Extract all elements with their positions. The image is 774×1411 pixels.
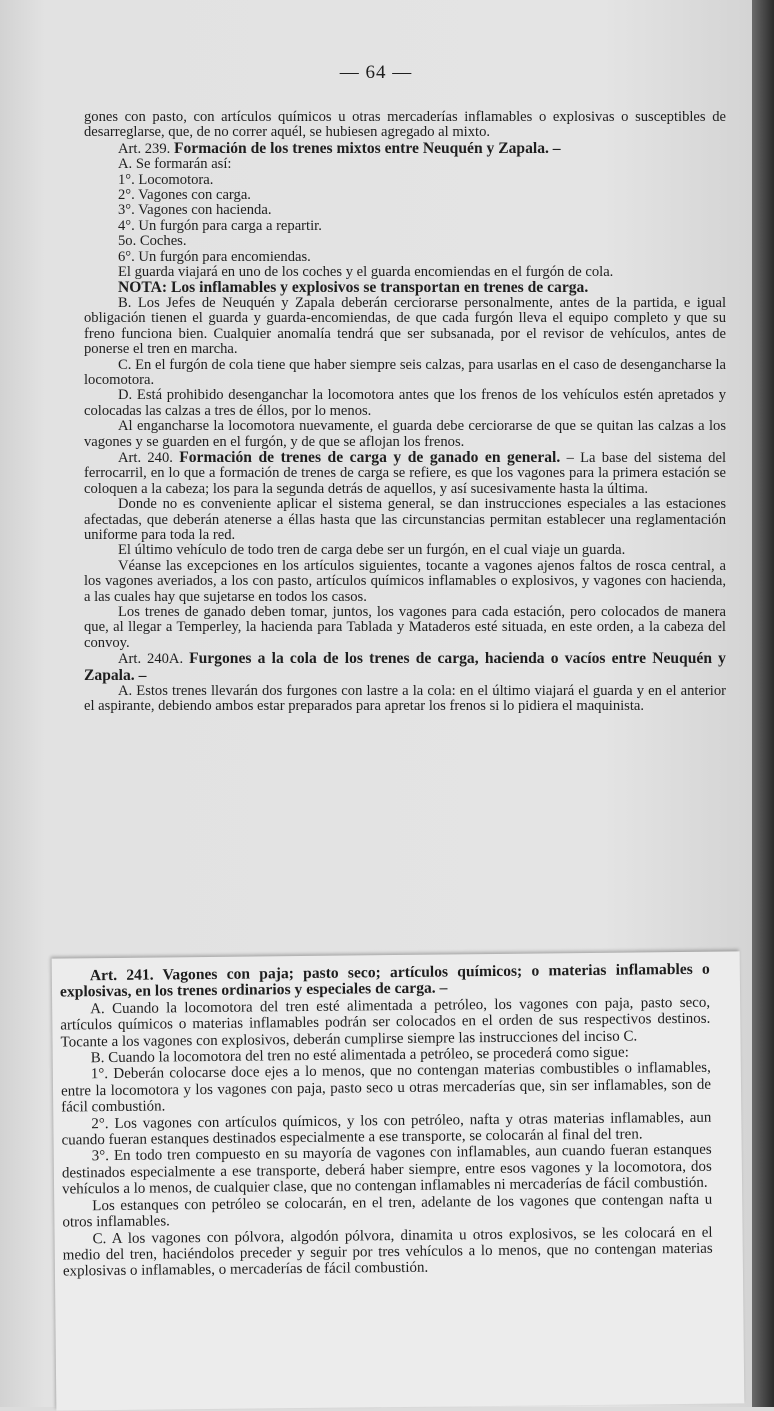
paragraph: Los estanques con petróleo se colocarán, en el tren, adelante de los vagones que contengan nafta u otros inflamables. [62, 1191, 713, 1231]
list-item: 4°. Un furgón para carga a repartir. [118, 217, 322, 234]
list-item: 3°. En todo tren compuesto en su mayoría de vagones con inflamables, aun cuando fueran estanques destinados especialmente a ese transporte, deberá haber siempre, entre esos vagones y la locomotora, dos vehículos a lo menos, de cualquier clase, que no contengan inflamables ni mercaderías de fácil combustión. [61, 1142, 712, 1198]
paragraph: El guarda viajará en uno de los coches y el guarda encomiendas en el furgón de cola. [118, 264, 614, 281]
article-240-body: – La base del sistema del ferrocarril, en lo que a formación de trenes de carga se refiere, es que los vagones para la primera estación se coloquen a la cabeza; los para la segunda detrás de aquellos, y así sucesivamente hasta la última. [84, 449, 726, 497]
paragraph: C. En el furgón de cola tiene que haber siempre seis calzas, para usarlas en el caso de desengancharse la locomotora. [84, 356, 726, 388]
list-item: 2°. Los vagones con artículos químicos, y los con petróleo, nafta y otras materias inflamables, aun cuando fueran estanques destinados especialmente a ese transporte, se colocarán al final del tren. [61, 1109, 712, 1149]
article-240a-title: Furgones a la cola de los trenes de carga, hacienda o vacíos entre Neuquén y Zapala. – [84, 650, 726, 684]
article-239-a: A. Se formarán así: [118, 156, 232, 173]
article-239-title: Formación de los trenes mixtos entre Neuquén y Zapala. – [173, 139, 561, 157]
list-item: 5o. Coches. [118, 233, 187, 250]
paragraph: B. Los Jefes de Neuquén y Zapala deberán cerciorarse personalmente, antes de la partida, e igual obligación tienen el guarda y guarda-encomiendas, de que cada furgón lleva el equipo completo y que su freno funciona bien. Cualquier anomalía tendrá que ser subsanada, por el revisor de vehículos, antes de ponerse el tren en marcha. [84, 294, 726, 358]
article-240a-number: Art. 240A. [118, 651, 184, 668]
list-item: 3°. Vagones con hacienda. [118, 202, 272, 219]
article-240a-heading [84, 651, 726, 684]
paragraph: Al engancharse la locomotora nuevamente, el guarda debe cerciorarse de que se quitan las calzas a los vagones y se guarden en el furgón, y de que se aflojan los frenos. [84, 418, 726, 450]
list-item: 1°. Locomotora. [118, 171, 214, 188]
clipping-text [60, 962, 713, 1281]
paragraph: A. Estos trenes llevarán dos furgones con lastre a la cola: en el último viajará el guarda y en el anterior el aspirante, debiendo ambos estar preparados para apretar los frenos si lo pidiera el maquinista. [84, 683, 726, 715]
article-240-title: Formación de trenes de carga y de ganado en general. [179, 448, 561, 466]
page-number: — 64 — [339, 62, 413, 83]
main-text-body [84, 110, 726, 715]
paragraph: Donde no es conveniente aplicar el sistema general, se dan instrucciones especiales a las estaciones afectadas, que deberán atenerse a éllas hasta que las circunstancias permitan establecer una reglamentación uniforme para toda la red. [84, 496, 726, 543]
list-item: 1°. Deberán colocarse doce ejes a lo menos, que no contengan materias combustibles o inflamables, entre la locomotora y los vagones con paja, pasto seco u otras mercaderías que, sin ser inflamables, son de fácil combustión. [60, 1060, 712, 1116]
list-item: 2°. Vagones con carga. [118, 187, 251, 204]
paragraph: C. A los vagones con pólvora, algodón pólvora, dinamita u otros explosivos, se les colocará en el medio del tren, haciéndolos preceder y seguir por tres vehículos a lo menos, que no contengan materias explosivas o inflamables, o mercaderías de fácil combustión. [62, 1224, 713, 1280]
pasted-clipping [52, 951, 745, 1410]
paragraph: El último vehículo de todo tren de carga debe ser un furgón, en el cual viaje un guarda. [118, 542, 626, 559]
paragraph: D. Está prohibido desenganchar la locomotora antes que los frenos de los vehículos estén apretados y colocadas las calzas a tres de éllos, por lo menos. [84, 387, 726, 419]
article-239-heading [84, 141, 726, 157]
paragraph: B. Cuando la locomotora del tren no esté alimentada a petróleo, se procederá como sigue: [90, 1044, 629, 1067]
paragraph: A. Cuando la locomotora del tren esté alimentada a petróleo, los vagones con paja, pasto seco, artículos químicos o materias inflamables podrán ser colocados en el orden de sus respectivos destinos. Tocante a los vagones con explosivos, deberán cumplirse siempre las instrucciones del inciso C. [60, 994, 711, 1051]
paragraph: Los trenes de ganado deben tomar, juntos, los vagones para cada estación, pero colocados de manera que, al llegar a Temperley, la hacienda para Tablada y Mataderos esté situada, en este orden, a la cabeza del convoy. [84, 604, 726, 651]
article-240-heading [84, 450, 726, 497]
paragraph-continuation: gones con pasto, con artículos químicos u otras mercaderías inflamables o explosivas o susceptibles de desarreglarse, que, de no correr aquél, se hubiesen agregado al mixto. [84, 109, 726, 141]
list-item: 6°. Un furgón para encomiendas. [118, 248, 311, 265]
nota-note: NOTA: Los inflamables y explosivos se transportan en trenes de carga. [118, 279, 589, 297]
scan-edge-shadow [752, 0, 774, 1407]
article-241-heading: Art. 241. Vagones con paja; pasto seco; artículos químicos; o materias inflamables o explosivas, en los trenes ordinarios y especiales de carga. – [59, 960, 710, 1001]
article-239-number: Art. 239. [118, 140, 171, 157]
article-240-number: Art. 240. [118, 449, 173, 466]
paragraph: Véanse las excepciones en los artículos siguientes, tocante a vagones ajenos faltos de rosca central, a los vagones averiados, a los con pasto, artículos químicos inflamables o explosivos, y vagones con hacienda, a las cuales hay que sujetarse en todos los casos. [84, 557, 726, 605]
